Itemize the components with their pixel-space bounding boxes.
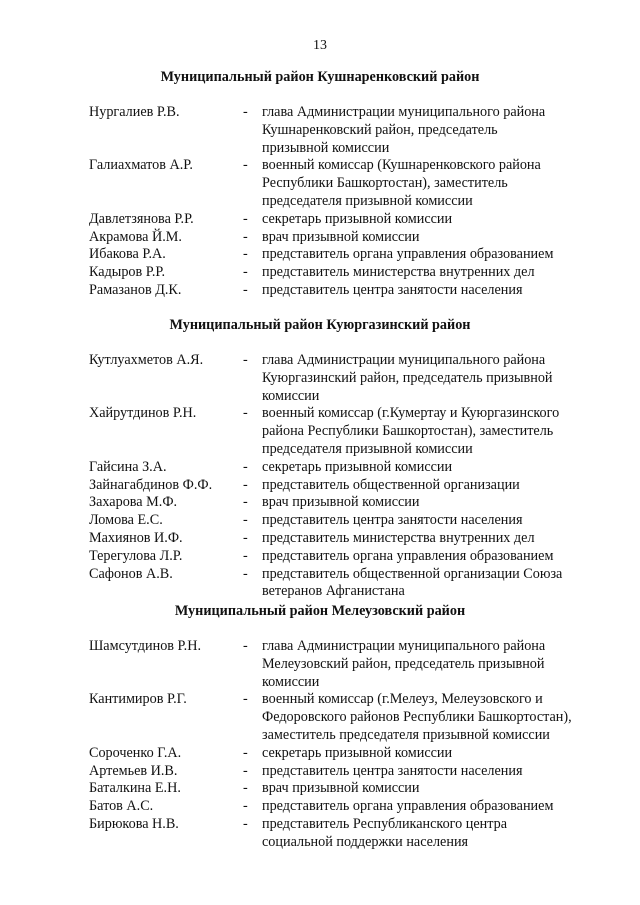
section-meleuzovsky <box>0 602 640 852</box>
member-role-line: представитель органа управления образованием <box>262 246 554 263</box>
member-role <box>262 405 597 458</box>
member-role-line: Кушнаренковский район, председатель <box>262 121 498 138</box>
member-role <box>262 246 597 264</box>
member-name: Махиянов И.Ф. <box>89 529 183 546</box>
member-row <box>0 459 640 477</box>
member-row <box>0 282 640 300</box>
member-role-line: Федоровского районов Республики Башкортостан), <box>262 709 572 726</box>
dash-separator: - <box>243 565 248 582</box>
dash-separator: - <box>243 246 248 263</box>
member-role-line: представитель органа управления образованием <box>262 547 554 564</box>
member-role-line: района Республики Башкортостан), заместитель <box>262 423 554 440</box>
member-role-line: военный комиссар (г.Мелеуз, Мелеузовского и <box>262 691 543 708</box>
member-role-line: представитель центра занятости населения <box>262 512 523 529</box>
section-kuyurgazinsky <box>0 316 640 601</box>
member-role-line: представитель общественной организации <box>262 476 520 493</box>
member-name: Давлетзянова Р.Р. <box>89 210 194 227</box>
member-list <box>0 352 640 601</box>
member-role-line: представитель центра занятости населения <box>262 762 523 779</box>
member-role <box>262 459 597 477</box>
member-role-line: военный комиссар (Кушнаренковского района <box>262 157 541 174</box>
member-role-line: глава Администрации муниципального района <box>262 352 546 368</box>
member-row <box>0 405 640 458</box>
member-name: Хайрутдинов Р.Н. <box>89 405 197 422</box>
member-name: Баталкина Е.Н. <box>89 780 181 797</box>
member-role <box>262 798 597 816</box>
member-role <box>262 211 597 229</box>
section-title: Муниципальный район Куюргазинский район <box>169 317 471 333</box>
member-row <box>0 494 640 512</box>
member-row <box>0 763 640 781</box>
member-role <box>262 157 597 210</box>
member-list <box>0 104 640 300</box>
member-role <box>262 530 597 548</box>
member-row <box>0 512 640 530</box>
member-name: Сафонов А.В. <box>89 565 173 582</box>
member-role <box>262 691 597 744</box>
dash-separator: - <box>243 529 248 546</box>
member-role-line: заместитель председателя призывной комиссии <box>262 726 550 743</box>
dash-separator: - <box>243 691 248 708</box>
member-role <box>262 282 597 300</box>
dash-separator: - <box>243 352 248 368</box>
member-role <box>262 780 597 798</box>
member-role-line: призывной комиссии <box>262 139 390 156</box>
member-role-line: представитель министерства внутренних дел <box>262 529 535 546</box>
dash-separator: - <box>243 744 248 761</box>
member-role <box>262 548 597 566</box>
member-name: Артемьев И.В. <box>89 762 178 779</box>
dash-separator: - <box>243 281 248 298</box>
member-name: Батов А.С. <box>89 798 154 815</box>
member-role-line: представитель министерства внутренних дел <box>262 264 535 281</box>
member-row <box>0 691 640 744</box>
member-row <box>0 229 640 247</box>
member-role-line: глава Администрации муниципального района <box>262 104 546 120</box>
member-role-line: комиссии <box>262 387 320 404</box>
member-name: Шамсутдинов Р.Н. <box>89 638 202 654</box>
member-role-line: председателя призывной комиссии <box>262 440 473 457</box>
member-role <box>262 477 597 495</box>
member-role <box>262 494 597 512</box>
dash-separator: - <box>243 798 248 815</box>
member-row <box>0 638 640 691</box>
member-name: Зайнагабдинов Ф.Ф. <box>89 476 213 493</box>
member-row <box>0 246 640 264</box>
member-list <box>0 638 640 852</box>
member-name: Захарова М.Ф. <box>89 494 178 511</box>
member-row <box>0 745 640 763</box>
dash-separator: - <box>243 476 248 493</box>
dash-separator: - <box>243 458 248 475</box>
member-row <box>0 798 640 816</box>
member-role-line: представитель Республиканского центра <box>262 815 508 832</box>
member-role <box>262 352 597 405</box>
member-role-line: врач призывной комиссии <box>262 228 420 245</box>
dash-separator: - <box>243 405 248 422</box>
member-name: Сороченко Г.А. <box>89 744 182 761</box>
member-role-line: секретарь призывной комиссии <box>262 744 453 761</box>
member-row <box>0 104 640 157</box>
member-role <box>262 512 597 530</box>
dash-separator: - <box>243 104 248 120</box>
member-role-line: военный комиссар (г.Кумертау и Куюргазинского <box>262 405 560 422</box>
member-role-line: врач призывной комиссии <box>262 780 420 797</box>
dash-separator: - <box>243 547 248 564</box>
member-role <box>262 229 597 247</box>
member-role-line: представитель общественной организации Союза <box>262 565 563 582</box>
member-name: Акрамова Й.М. <box>89 228 182 245</box>
dash-separator: - <box>243 228 248 245</box>
member-role <box>262 638 597 691</box>
member-role-line: председателя призывной комиссии <box>262 192 473 209</box>
dash-separator: - <box>243 157 248 174</box>
member-role <box>262 566 597 602</box>
member-name: Ибакова Р.А. <box>89 246 166 263</box>
member-name: Гайсина З.А. <box>89 458 167 475</box>
member-role-line: глава Администрации муниципального района <box>262 638 546 654</box>
dash-separator: - <box>243 780 248 797</box>
member-role-line: представитель органа управления образованием <box>262 798 554 815</box>
member-role <box>262 745 597 763</box>
member-name: Нургалиев Р.В. <box>89 104 180 120</box>
member-row <box>0 211 640 229</box>
member-name: Рамазанов Д.К. <box>89 281 182 298</box>
member-row <box>0 352 640 405</box>
dash-separator: - <box>243 512 248 529</box>
member-role <box>262 264 597 282</box>
section-title: Муниципальный район Мелеузовский район <box>174 603 466 619</box>
member-row <box>0 157 640 210</box>
dash-separator: - <box>243 210 248 227</box>
member-role-line: представитель центра занятости населения <box>262 281 523 298</box>
page-number: 13 <box>313 38 327 53</box>
member-name: Бирюкова Н.В. <box>89 815 179 832</box>
member-role <box>262 763 597 781</box>
member-row <box>0 530 640 548</box>
member-role-line: социальной поддержки населения <box>262 833 469 850</box>
member-role-line: секретарь призывной комиссии <box>262 458 453 475</box>
member-role <box>262 104 597 157</box>
member-role-line: Республики Башкортостан), заместитель <box>262 175 508 192</box>
member-row <box>0 780 640 798</box>
member-row <box>0 264 640 282</box>
member-role-line: врач призывной комиссии <box>262 494 420 511</box>
member-role <box>262 816 597 852</box>
section-kushnarenkovsky <box>0 68 640 300</box>
dash-separator: - <box>243 815 248 832</box>
member-row <box>0 477 640 495</box>
member-name: Галиахматов А.Р. <box>89 157 193 174</box>
member-role-line: Мелеузовский район, председатель призывной <box>262 655 545 672</box>
member-name: Кантимиров Р.Г. <box>89 691 187 708</box>
member-row <box>0 566 640 602</box>
member-name: Терегулова Л.Р. <box>89 547 183 564</box>
member-name: Кутлуахметов А.Я. <box>89 352 204 368</box>
dash-separator: - <box>243 494 248 511</box>
member-role-line: Куюргазинский район, председатель призывной <box>262 369 553 386</box>
dash-separator: - <box>243 264 248 281</box>
member-role-line: комиссии <box>262 673 320 690</box>
member-name: Кадыров Р.Р. <box>89 264 166 281</box>
dash-separator: - <box>243 762 248 779</box>
dash-separator: - <box>243 638 248 654</box>
member-row <box>0 816 640 852</box>
section-title: Муниципальный район Кушнаренковский район <box>160 69 480 85</box>
member-row <box>0 548 640 566</box>
member-name: Ломова Е.С. <box>89 512 163 529</box>
member-role-line: секретарь призывной комиссии <box>262 210 453 227</box>
member-role-line: ветеранов Афганистана <box>262 583 405 600</box>
